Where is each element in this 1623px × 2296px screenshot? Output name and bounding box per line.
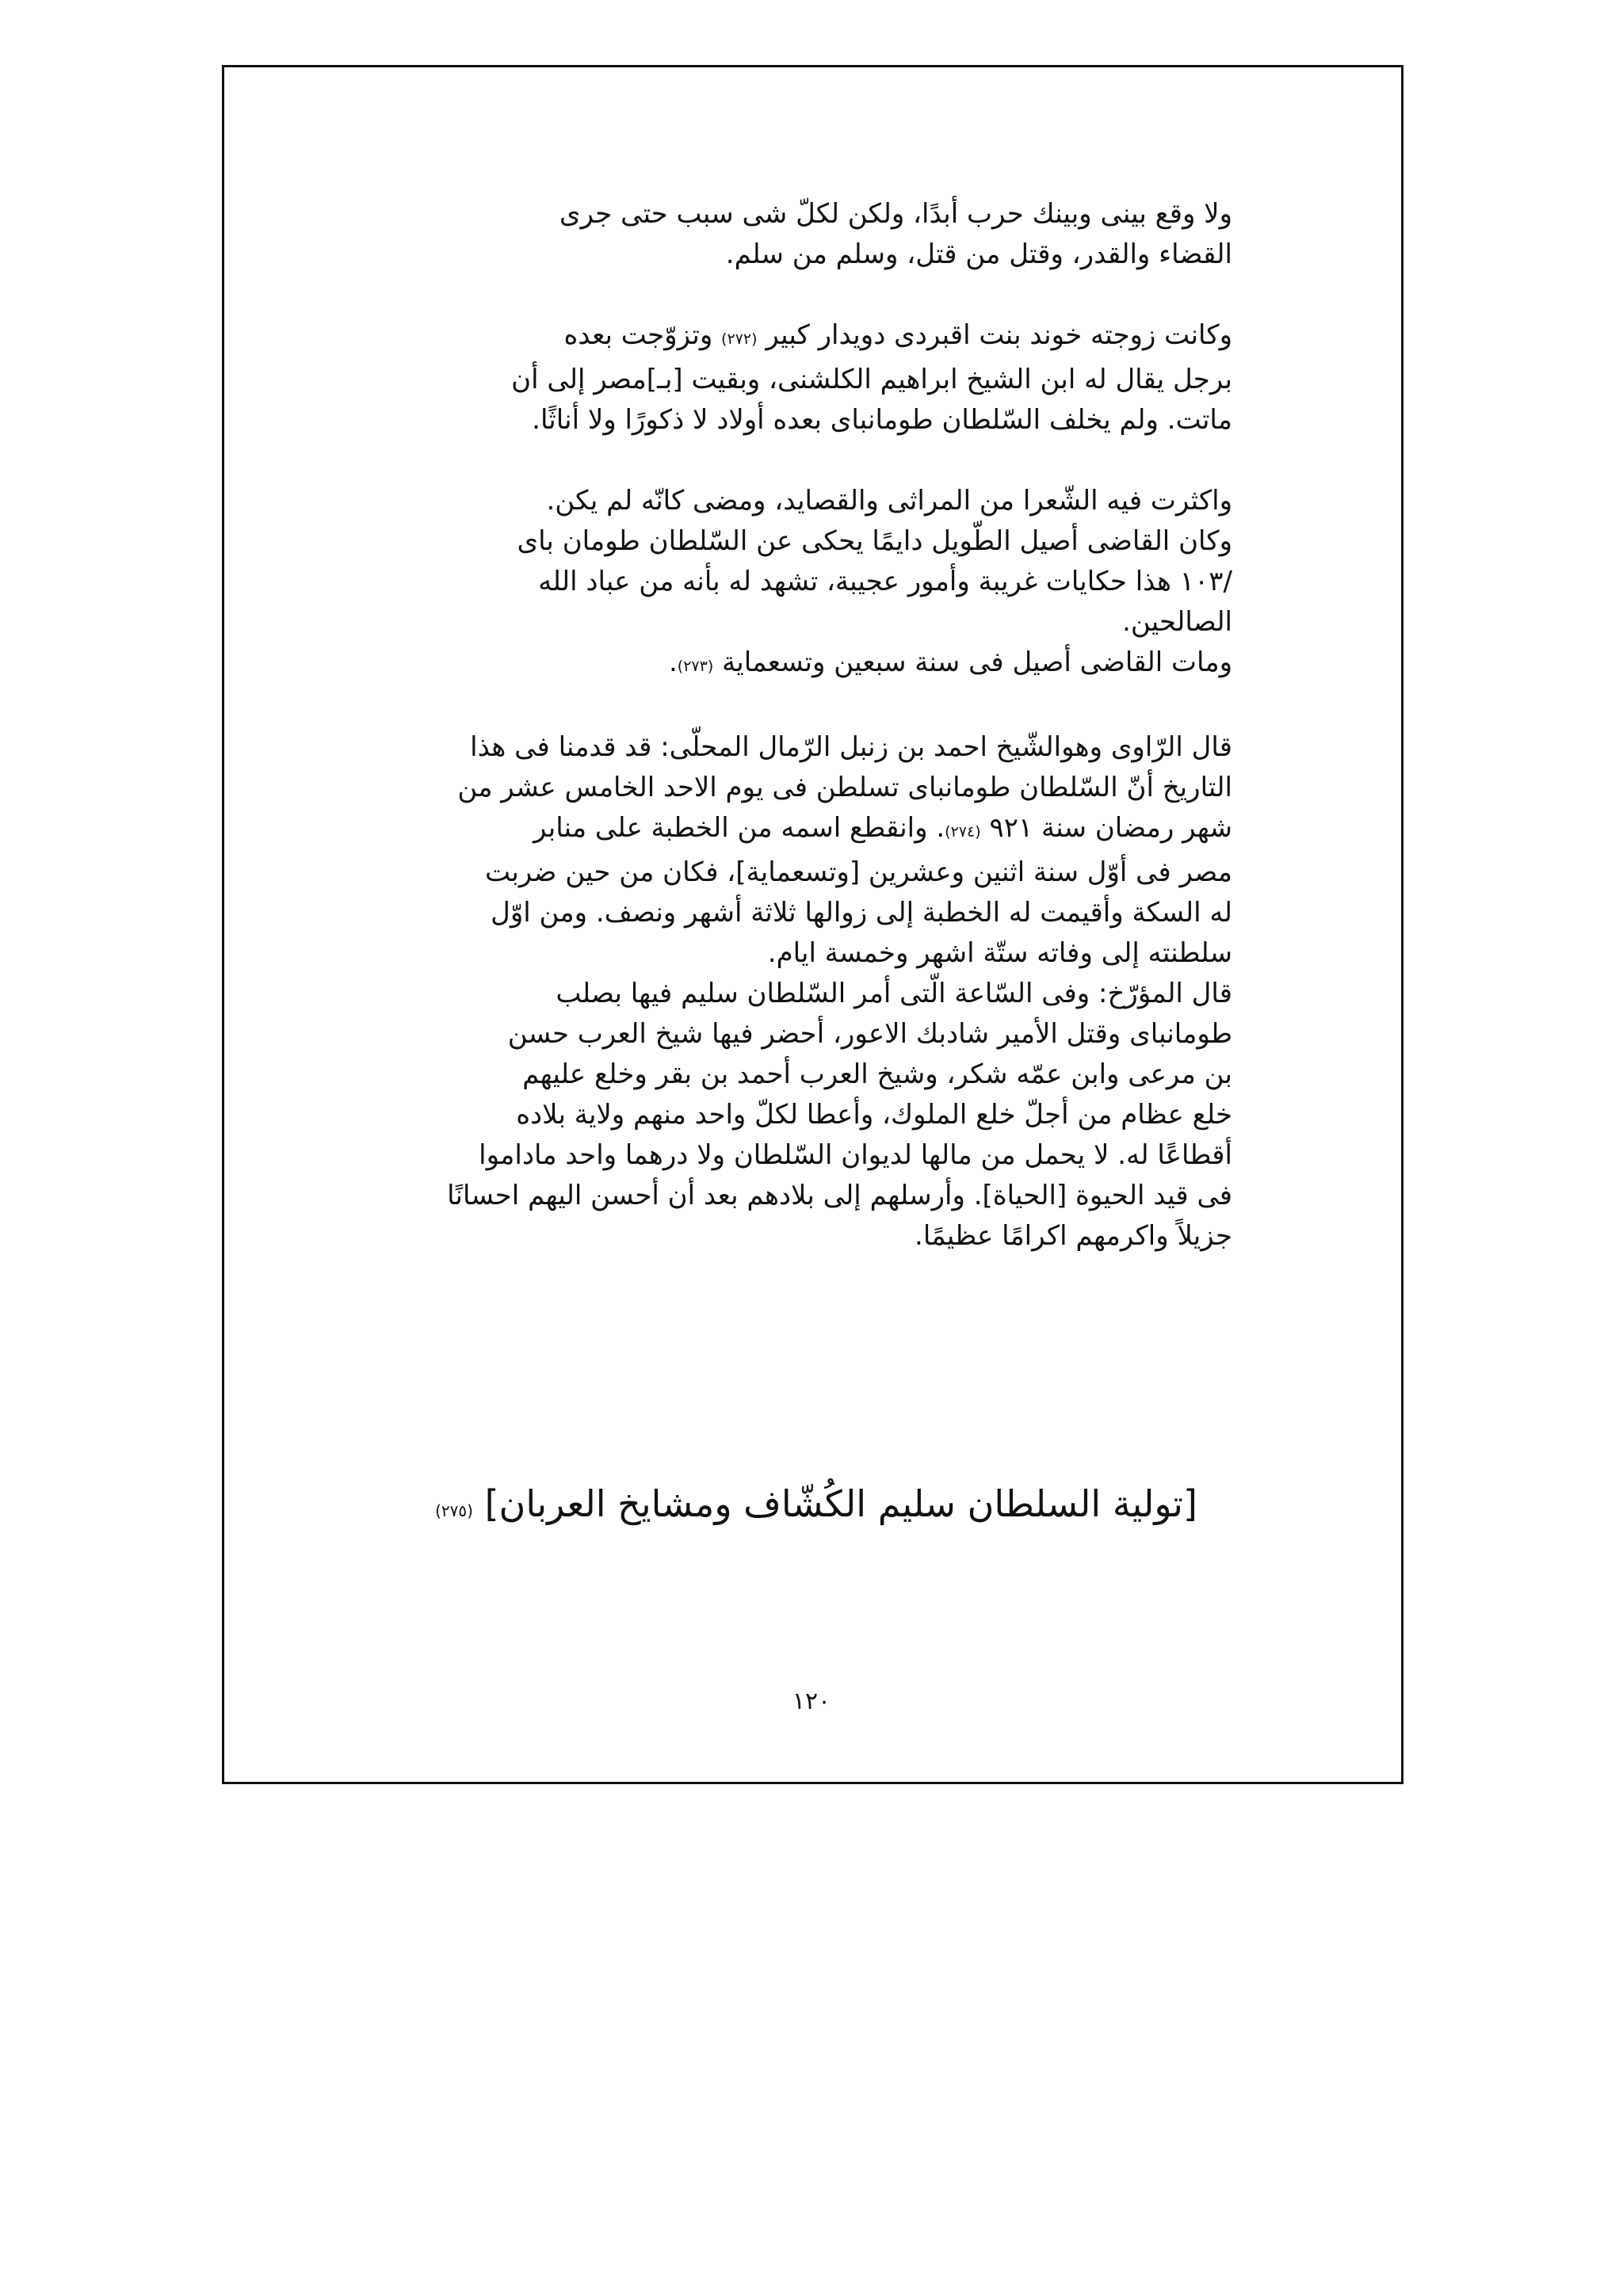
text-line: ولا وقع بينى وبينك حرب أبدًا، ولكن لكلّ شى سبب حتى جرى — [559, 198, 1232, 230]
text-line: بن مرعى وابن عمّه شكر، وشيخ العرب أحمد بن بقر وخلع عليهم — [522, 1058, 1232, 1090]
text-line: جزيلاً واكرمهم اكرامًا عظيمًا. — [915, 1220, 1232, 1252]
footnote-ref: (٢٧٢) — [721, 330, 758, 348]
text-line: وكان القاضى أصيل الطّويل دايمًا يحكى عن السّلطان طومان باى — [517, 525, 1232, 557]
heading-text: [تولية السلطان سليم الكُشّاف ومشايخ العربان] — [484, 1482, 1197, 1525]
text-line: أقطاعًا له. لا يحمل من مالها لديوان السّلطان ولا درهما واحد ماداموا — [479, 1139, 1232, 1171]
text-line: طومانباى وقتل الأمير شادبك الاعور، أحضر فيها شيخ العرب حسن — [507, 1018, 1232, 1050]
footnote-ref: (٢٧٥) — [435, 1501, 473, 1520]
text-line: برجل يقال له ابن الشيخ ابراهيم الكلشنى، وبقيت [بـ]مصر إلى أن — [511, 364, 1232, 395]
text-line: خلع عظام من أجلّ خلع الملوك، وأعطا لكلّ واحد منهم ولاية بلاده — [516, 1099, 1232, 1131]
text-line: فى قيد الحيوة [الحياة]. وأرسلهم إلى بلادهم بعد أن أحسن اليهم احسانًا — [447, 1180, 1232, 1211]
body-text — [400, 194, 1232, 1257]
text-line: التاريخ أنّ السّلطان طومانباى تسلطن فى يوم الاحد الخامس عشر من — [457, 772, 1232, 803]
text-line: ماتت. ولم يخلف السّلطان طومانباى بعده أولاد لا ذكورًا ولا أناثًا. — [532, 404, 1232, 436]
text-line: وكانت زوجته خوند بنت اقبردى دويدار كبير (٢٧٢) وتزوّجت بعده — [563, 319, 1232, 351]
paragraph-4 — [400, 727, 1232, 1257]
footnote-ref: (٢٧٣) — [677, 658, 714, 675]
paragraph-1 — [400, 194, 1232, 275]
text-line: /١٠٣ هذا حكايات غريبة وأمور عجيبة، تشهد له بأنه من عباد الله — [538, 566, 1232, 597]
text-line: ومات القاضى أصيل فى سنة سبعين وتسعماية (٢٧٣). — [668, 646, 1232, 678]
text-line: قال المؤرّخ: وفى السّاعة الّتى أمر السّلطان سليم فيها بصلب — [556, 978, 1232, 1009]
footnote-ref: (٢٧٤) — [945, 823, 981, 841]
text-line: واكثرت فيه الشّعرا من المراثى والقصايد، ومضى كانّه لم يكن. — [546, 485, 1232, 517]
text-line: له السكة وأقيمت له الخطبة إلى زوالها ثلاثة أشهر ونصف. ومن اوّل — [491, 897, 1232, 929]
text-line: القضاء والقدر، وقتل من قتل، وسلم من سلم. — [725, 238, 1232, 270]
text-line: قال الرّاوى وهوالشّيخ احمد بن زنبل الرّمال المحلّى: قد قدمنا فى هذا — [470, 731, 1232, 763]
text-line: الصالحين. — [1122, 606, 1232, 638]
page-number: ١٢٠ — [792, 1688, 831, 1715]
text-line: مصر فى أوّل سنة اثنين وعشرين [وتسعماية]، فكان من حين ضربت — [484, 856, 1232, 888]
text-line: شهر رمضان سنة ٩٢١ (٢٧٤). وانقطع اسمه من الخطبة على منابر — [533, 812, 1232, 844]
paragraph-2 — [400, 315, 1232, 441]
paragraph-3 — [400, 481, 1232, 687]
text-line: سلطنته إلى وفاته ستّة اشهر وخمسة ايام. — [767, 937, 1232, 969]
section-heading — [400, 1478, 1232, 1536]
